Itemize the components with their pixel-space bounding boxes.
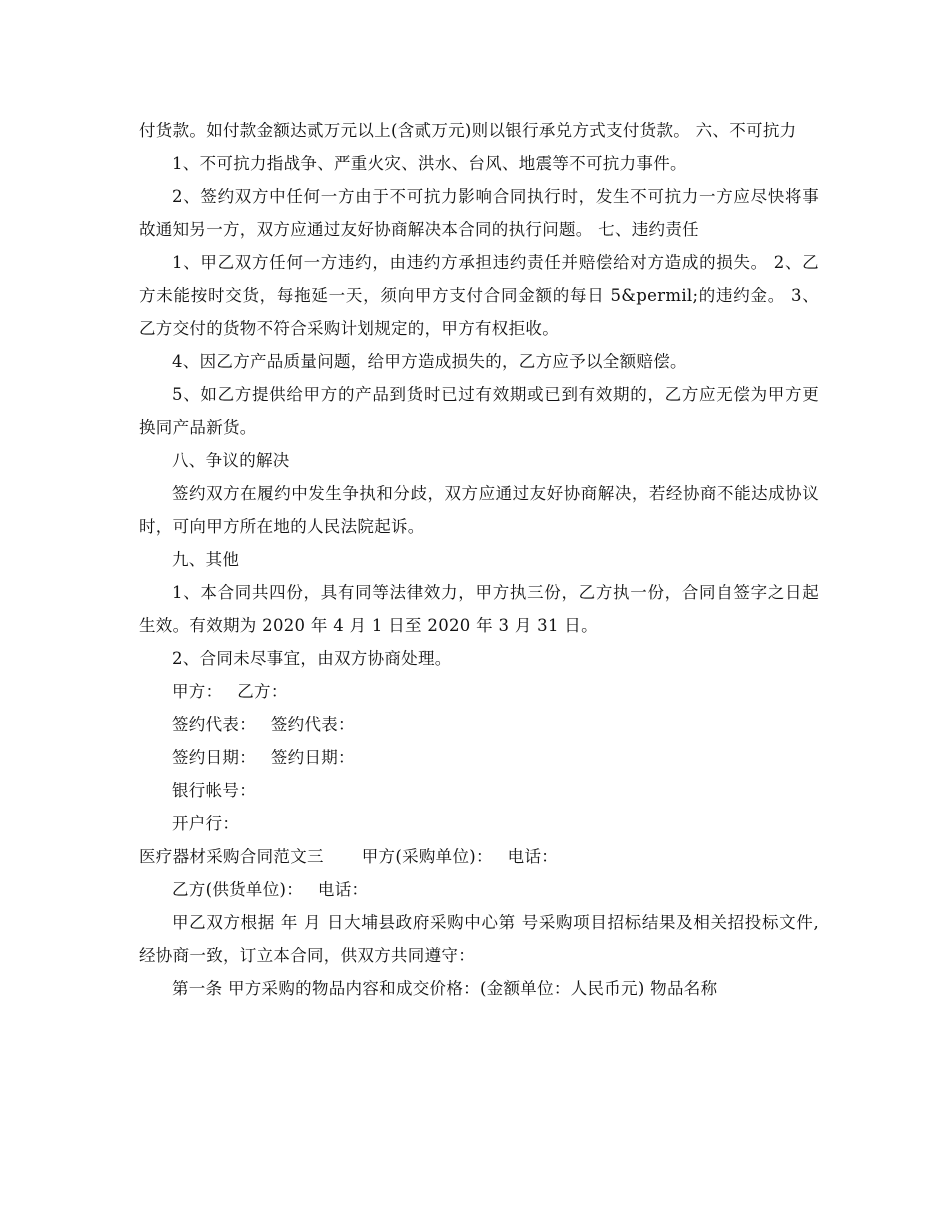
contract-three-title: 医疗器材采购合同范文三 (139, 847, 324, 866)
paragraph-breach-5: 5、如乙方提供给甲方的产品到货时已过有效期或已到有效期的，乙方应无偿为甲方更换同产品新货。 (139, 385, 819, 437)
signature-dates-line (139, 741, 819, 774)
buyer-label: 甲方(采购单位)： (361, 847, 493, 866)
paragraph-dispute-resolution: 签约双方在履约中发生争执和分歧，双方应通过友好协商解决，若经协商不能达成协议时，可向甲方所在地的人民法院起诉。 (139, 484, 819, 536)
paragraph-other-1: 1、本合同共四份，具有同等法律效力，甲方执三份，乙方执一份，合同自签字之日起生效。有效期为 2020 年 4 月 1 日至 2020 年 3 月 31 日。 (139, 583, 819, 635)
party-a-date-label: 签约日期： (172, 748, 256, 767)
party-b-label: 乙方： (237, 682, 288, 701)
buyer-phone-label: 电话： (507, 847, 559, 866)
contract-three-heading-line (139, 840, 819, 873)
party-b-representative-label: 签约代表： (270, 715, 355, 734)
paragraph-breach-4: 4、因乙方产品质量问题，给甲方造成损失的，乙方应予以全额赔偿。 (172, 352, 687, 371)
supplier-phone-label: 电话： (317, 880, 369, 899)
signature-representatives-line (139, 708, 819, 741)
paragraph-force-majeure-1: 1、不可抗力指战争、严重火灾、洪水、台风、地震等不可抗力事件。 (172, 154, 687, 173)
bank-account-line: 银行帐号： (172, 781, 256, 800)
paragraph-article-one: 第一条 甲方采购的物品内容和成交价格：(金额单位：人民币元) 物品名称 (172, 979, 718, 998)
paragraph-other-2: 2、合同未尽事宜，由双方协商处理。 (172, 649, 452, 668)
paragraph-breach-clauses: 1、甲乙双方任何一方违约，由违约方承担违约责任并赔偿给对方造成的损失。 2、乙方未能按时交货，每拖延一天，须向甲方支付合同金额的每日 5&permil;的违约金。 3、乙方交付的货物不符合采购计划规定的，甲方有权拒收。 (139, 253, 819, 338)
supplier-label: 乙方(供货单位)： (172, 880, 304, 899)
paragraph-force-majeure-2: 2、签约双方中任何一方由于不可抗力影响合同执行时，发生不可抗力一方应尽快将事故通知另一方，双方应通过友好协商解决本合同的执行问题。 七、违约责任 (139, 187, 819, 239)
heading-other: 九、其他 (172, 550, 240, 569)
paragraph-payment-force-majeure-heading: 付货款。如付款金额达贰万元以上(含贰万元)则以银行承兑方式支付货款。 六、不可抗力 (139, 121, 797, 140)
heading-dispute-resolution: 八、争议的解决 (172, 451, 290, 470)
party-a-label: 甲方： (172, 682, 223, 701)
party-a-representative-label: 签约代表： (172, 715, 256, 734)
document-body (139, 114, 819, 1005)
paragraph-agreement-basis: 甲乙双方根据 年 月 日大埔县政府采购中心第 号采购项目招标结果及相关招投标文件,经协商一致，订立本合同，供双方共同遵守： (139, 913, 819, 965)
supplier-line (139, 873, 819, 906)
signature-parties-line (139, 675, 819, 708)
bank-name-line: 开户行： (172, 814, 240, 833)
party-b-date-label: 签约日期： (270, 748, 355, 767)
